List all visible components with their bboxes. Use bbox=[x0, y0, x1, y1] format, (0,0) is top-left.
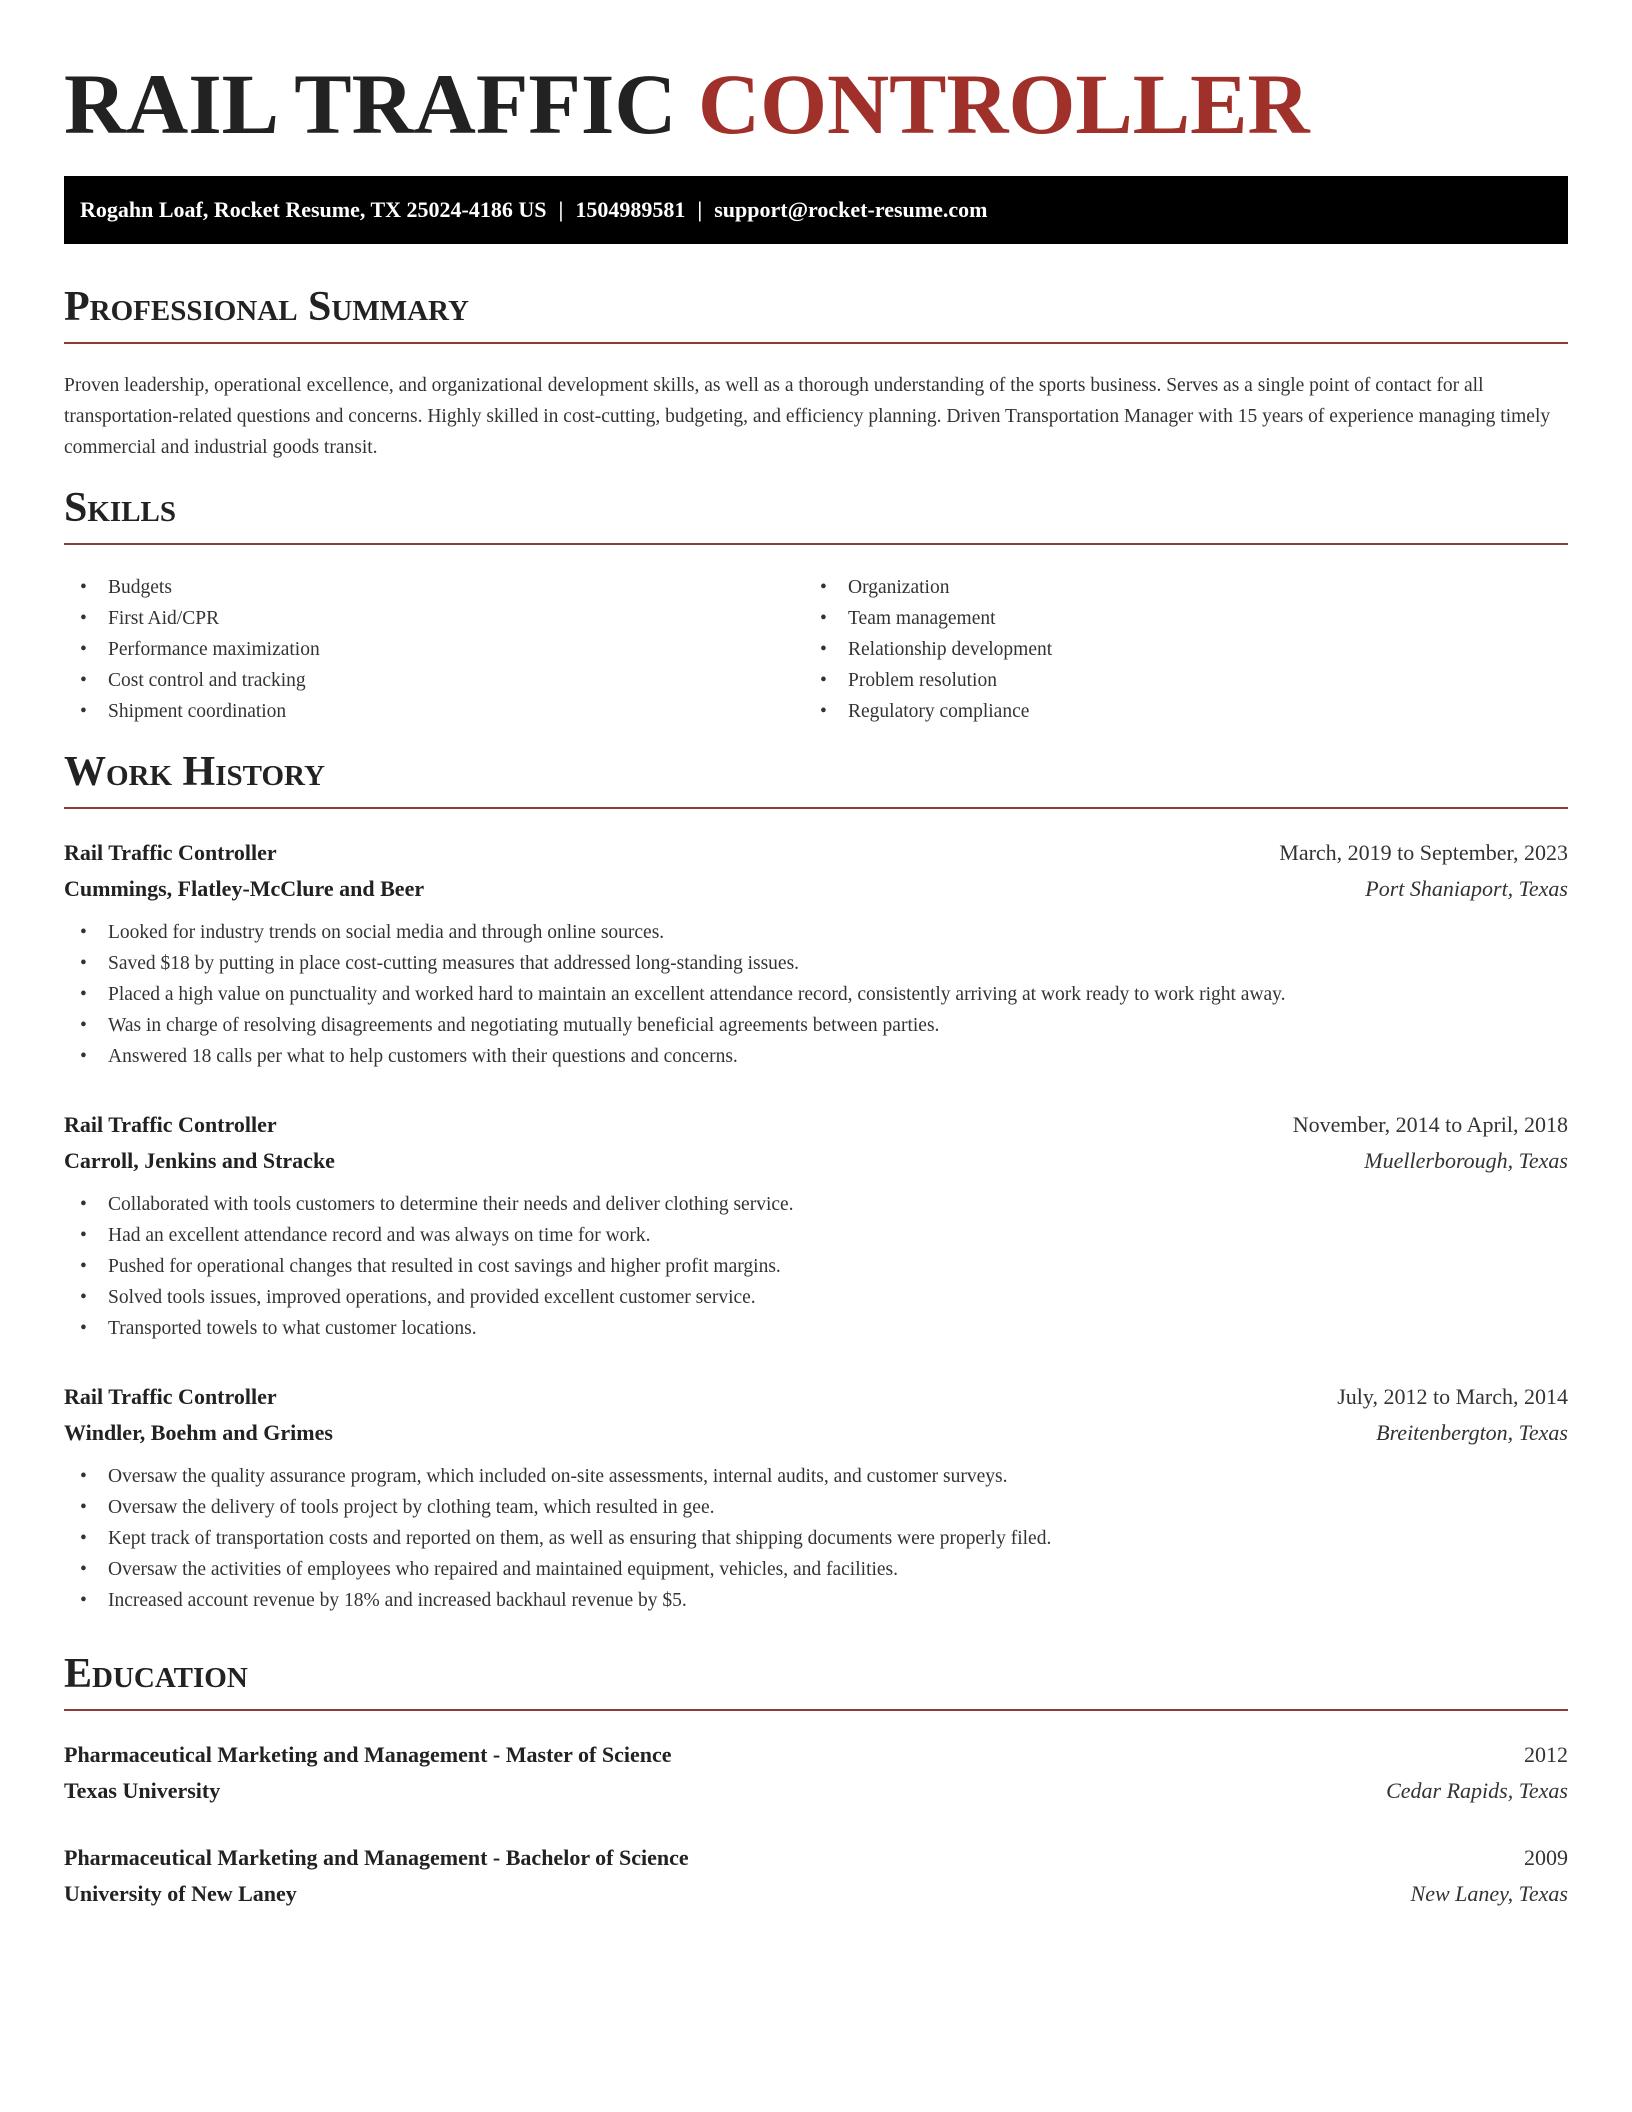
summary-text: Proven leadership, operational excellence, and organizational development skills, as well as a thorough understanding of the sports business. Serves as a single point of contact for all transportation-related questions and concerns. Highly skilled in cost-cutting, budgeting, and efficiency planning. Driven Transportation Manager with 15 years of experience managing timely commercial and industrial goods transit. bbox=[64, 375, 1551, 458]
job-bullet: • Collaborated with tools customers to determine their needs and deliver clothing service. bbox=[64, 1189, 1568, 1220]
job-bullet: • Oversaw the quality assurance program, which included on-site assessments, internal audits, and customer surveys. bbox=[64, 1461, 1568, 1492]
skill-item: • First Aid/CPR bbox=[64, 603, 804, 634]
skill-item: • Shipment coordination bbox=[64, 696, 804, 727]
job-bullet: • Was in charge of resolving disagreements and negotiating mutually beneficial agreements between parties. bbox=[64, 1010, 1568, 1041]
job-dates: March, 2019 to September, 2023 bbox=[1279, 840, 1568, 865]
education-entry bbox=[64, 1737, 1568, 1809]
job-bullet: • Answered 18 calls per what to help customers with their questions and concerns. bbox=[64, 1041, 1568, 1072]
skill-item: • Regulatory compliance bbox=[804, 696, 1544, 727]
skills-list-left bbox=[64, 572, 804, 727]
contact-address: Rogahn Loaf, Rocket Resume, TX 25024-4186 US bbox=[80, 197, 547, 222]
education-degree: Pharmaceutical Marketing and Management - Master of Science bbox=[64, 1742, 672, 1767]
skills-heading: Skills bbox=[64, 483, 1568, 545]
education-degree: Pharmaceutical Marketing and Management - Bachelor of Science bbox=[64, 1845, 689, 1870]
contact-separator: | bbox=[697, 197, 703, 222]
education-heading: Education bbox=[64, 1649, 1568, 1711]
job-dates: November, 2014 to April, 2018 bbox=[1292, 1112, 1568, 1137]
title-main: RAIL TRAFFIC bbox=[64, 56, 677, 152]
job-entry bbox=[64, 835, 1568, 1072]
job-entry bbox=[64, 1107, 1568, 1344]
contact-phone[interactable]: 1504989581 bbox=[575, 197, 686, 222]
skill-item: • Performance maximization bbox=[64, 634, 804, 665]
job-bullet: • Placed a high value on punctuality and worked hard to maintain an excellent attendance record, consistently arriving at work ready to work right away. bbox=[64, 979, 1568, 1010]
skill-item: • Problem resolution bbox=[804, 665, 1544, 696]
job-bullet: • Oversaw the activities of employees who repaired and maintained equipment, vehicles, and facilities. bbox=[64, 1554, 1568, 1585]
job-location: Port Shaniaport, Texas bbox=[1365, 876, 1568, 901]
job-bullet: • Kept track of transportation costs and reported on them, as well as ensuring that shipping documents were properly filed. bbox=[64, 1523, 1568, 1554]
job-location: Muellerborough, Texas bbox=[1364, 1148, 1568, 1173]
summary-heading: Professional Summary bbox=[64, 282, 1568, 344]
skill-item: • Team management bbox=[804, 603, 1544, 634]
job-title: Rail Traffic Controller bbox=[64, 1384, 277, 1409]
skill-item: • Cost control and tracking bbox=[64, 665, 804, 696]
contact-email[interactable]: support@rocket-resume.com bbox=[714, 197, 988, 222]
job-title: Rail Traffic Controller bbox=[64, 840, 277, 865]
education-entry bbox=[64, 1840, 1568, 1912]
education-location: New Laney, Texas bbox=[1410, 1881, 1568, 1906]
work-history-heading: Work History bbox=[64, 747, 1568, 809]
job-company: Carroll, Jenkins and Stracke bbox=[64, 1148, 335, 1173]
education-location: Cedar Rapids, Texas bbox=[1386, 1778, 1568, 1803]
job-entry bbox=[64, 1379, 1568, 1616]
resume-title bbox=[64, 56, 1310, 152]
skill-item: • Relationship development bbox=[804, 634, 1544, 665]
education-year: 2009 bbox=[1524, 1845, 1568, 1870]
skill-item: • Organization bbox=[804, 572, 1544, 603]
job-title: Rail Traffic Controller bbox=[64, 1112, 277, 1137]
job-company: Windler, Boehm and Grimes bbox=[64, 1420, 333, 1445]
job-bullets bbox=[64, 917, 1568, 1072]
job-bullet: • Saved $18 by putting in place cost-cutting measures that addressed long-standing issues. bbox=[64, 948, 1568, 979]
skill-item: • Budgets bbox=[64, 572, 804, 603]
job-bullets bbox=[64, 1189, 1568, 1344]
job-bullet: • Pushed for operational changes that resulted in cost savings and higher profit margins. bbox=[64, 1251, 1568, 1282]
job-bullet: • Looked for industry trends on social media and through online sources. bbox=[64, 917, 1568, 948]
job-bullet: • Transported towels to what customer locations. bbox=[64, 1313, 1568, 1344]
job-bullet: • Oversaw the delivery of tools project by clothing team, which resulted in gee. bbox=[64, 1492, 1568, 1523]
job-bullets bbox=[64, 1461, 1568, 1616]
job-company: Cummings, Flatley-McClure and Beer bbox=[64, 876, 425, 901]
job-bullet: • Solved tools issues, improved operations, and provided excellent customer service. bbox=[64, 1282, 1568, 1313]
job-dates: July, 2012 to March, 2014 bbox=[1337, 1384, 1568, 1409]
skills-list-right bbox=[804, 572, 1544, 727]
contact-bar bbox=[64, 176, 1568, 244]
title-accent: CONTROLLER bbox=[697, 56, 1310, 152]
job-bullet: • Had an excellent attendance record and was always on time for work. bbox=[64, 1220, 1568, 1251]
contact-separator: | bbox=[558, 197, 564, 222]
job-bullet: • Increased account revenue by 18% and increased backhaul revenue by $5. bbox=[64, 1585, 1568, 1616]
education-school: Texas University bbox=[64, 1778, 221, 1803]
job-location: Breitenbergton, Texas bbox=[1376, 1420, 1568, 1445]
education-year: 2012 bbox=[1524, 1742, 1568, 1767]
education-school: University of New Laney bbox=[64, 1881, 297, 1906]
